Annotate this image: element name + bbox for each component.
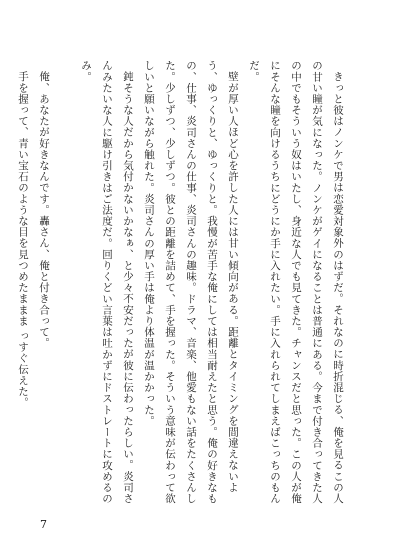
page-number: 7	[40, 518, 47, 531]
paragraph-3: 鈍そうな人だから気付かないかなぁ、と少々不安だったが彼に伝わったらしい。炎司さんみたいな人に駆け引きはご法度だ。回りくどい言葉は吐かずにドストレートに攻めるのみ。	[80, 60, 134, 504]
paragraph-5: 手を握って、青い宝石のような目を見つめたままま っすぐ伝えた。	[17, 70, 29, 408]
paragraph-2: 壁が厚い人ほど心を許した人には甘い傾向がある。距離とタイミングを間違えないよう、ゆっくりと、ゆっくりと。我慢が苦手な俺にしては相当耐えたと思う。俺の好きなもの、仕事、炎司さんの仕事、炎司さんの趣味。ドラマ、音楽、他愛もない話をたくさんした。少しずつ、少しずつ。彼との距離を詰めて、手を握った。そういう意味が伝わって欲しいと願いながら触れた。炎司さんの厚い手は俺より体温が温かかった。	[143, 60, 239, 504]
paragraph-1: きっと彼はノンケで男は恋愛対象外のはずだ。それなのに時折混じる、俺を見るこの人の甘い瞳が気になった。ノンケがゲイになることは普通にある。今まで付き合ってきた人の中でもそういう奴はいたし、身近な人でも見てきた。チャンスだと思った。この人が俺にそんな瞳を向けるうちにどうにか手に入れたい。手に入れられてしまえばこっちのもんだ。	[248, 60, 344, 504]
paragraph-4: 俺、あなたが好きなんです。轟さん、俺と付き合って。	[38, 70, 50, 348]
vertical-text-body	[12, 60, 348, 510]
